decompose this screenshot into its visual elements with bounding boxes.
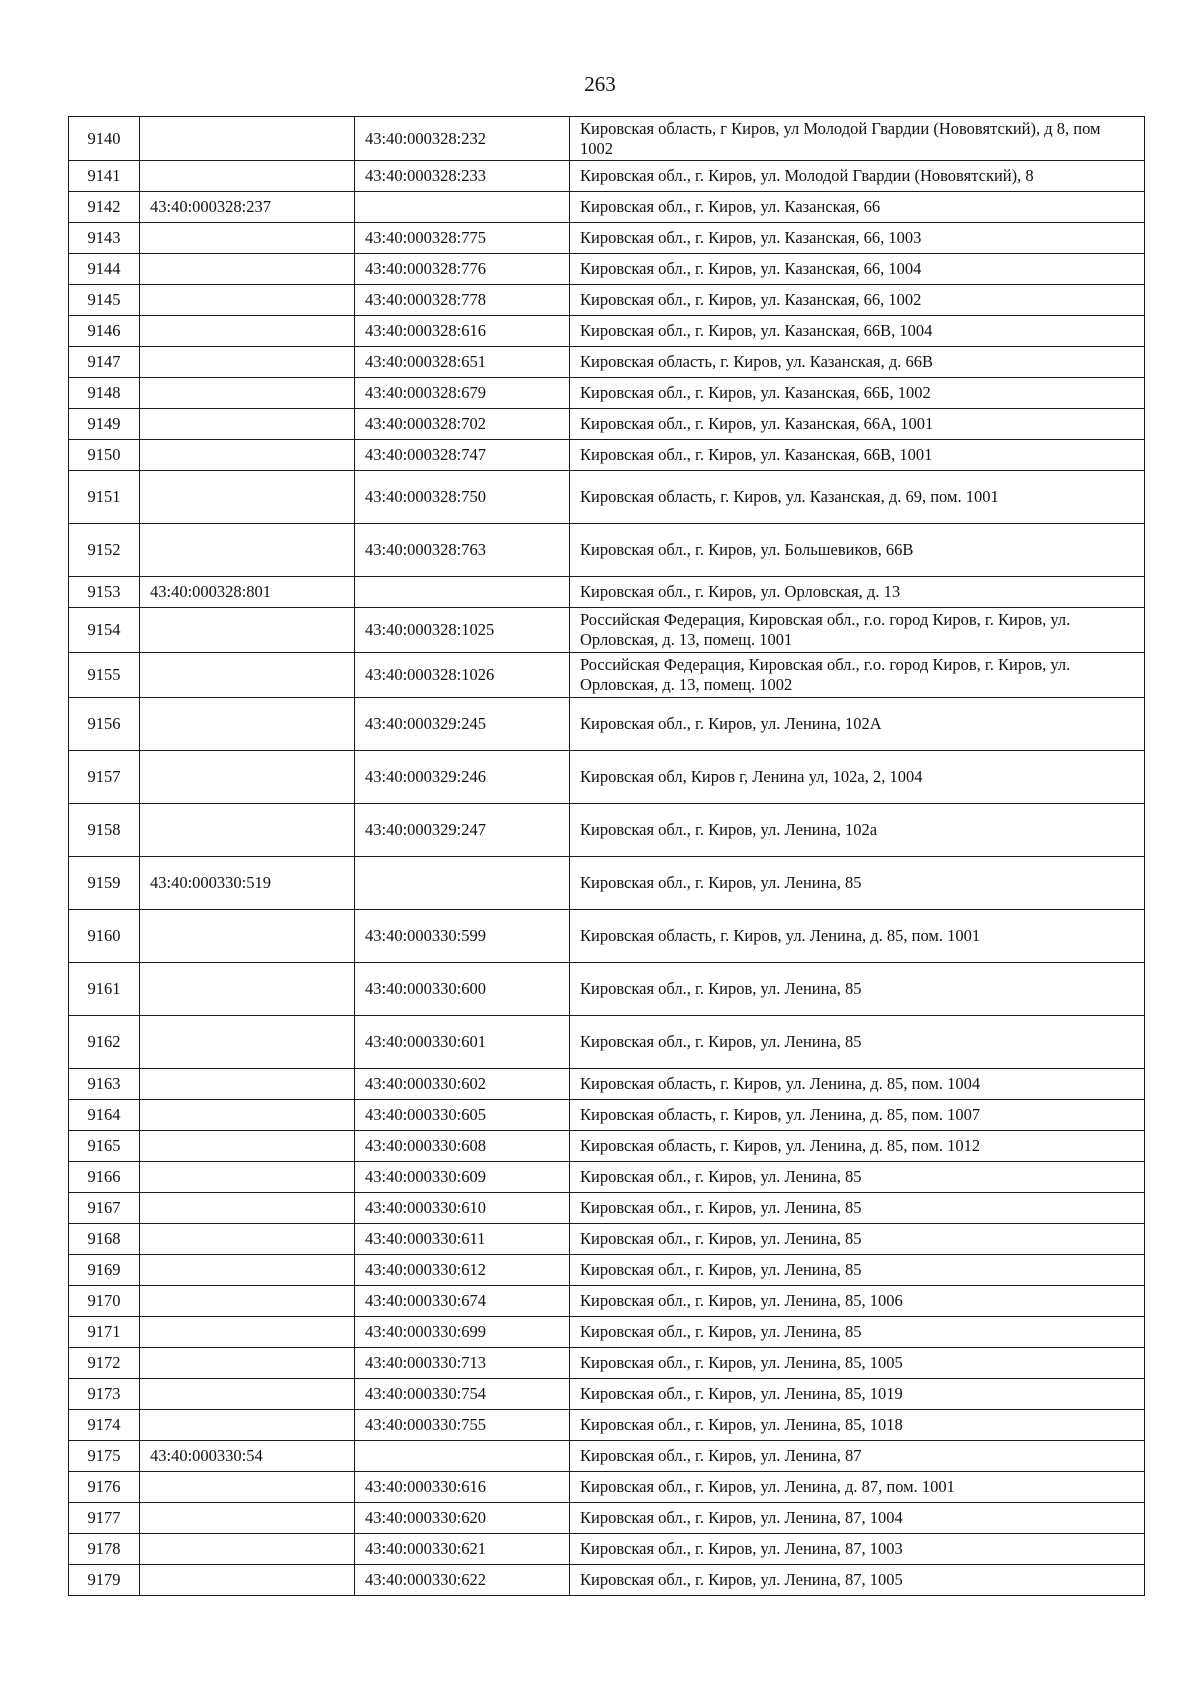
row-number: 9163: [69, 1069, 140, 1100]
object-cadastral-number: 43:40:000329:245: [355, 698, 570, 751]
row-number: 9179: [69, 1565, 140, 1596]
object-cadastral-number: 43:40:000330:609: [355, 1162, 570, 1193]
row-number: 9162: [69, 1016, 140, 1069]
table-row: [69, 1162, 1145, 1193]
table-row: [69, 963, 1145, 1016]
row-number: 9154: [69, 608, 140, 653]
object-cadastral-number: 43:40:000330:620: [355, 1503, 570, 1534]
object-cadastral-number: 43:40:000330:601: [355, 1016, 570, 1069]
row-number: 9157: [69, 751, 140, 804]
object-cadastral-number: 43:40:000330:674: [355, 1286, 570, 1317]
object-cadastral-number: 43:40:000328:1026: [355, 653, 570, 698]
parcel-cadastral-number: [140, 161, 355, 192]
object-cadastral-number: 43:40:000330:621: [355, 1534, 570, 1565]
address: Кировская обл., г. Киров, ул. Казанская, 66, 1003: [570, 223, 1145, 254]
table-row: [69, 577, 1145, 608]
address: Кировская область, г. Киров, ул. Казанская, д. 69, пом. 1001: [570, 471, 1145, 524]
address: Кировская обл., г. Киров, ул. Ленина, 87, 1005: [570, 1565, 1145, 1596]
row-number: 9178: [69, 1534, 140, 1565]
row-number: 9149: [69, 409, 140, 440]
address: Кировская обл., г. Киров, ул. Молодой Гвардии (Нововятский), 8: [570, 161, 1145, 192]
object-cadastral-number: 43:40:000330:616: [355, 1472, 570, 1503]
parcel-cadastral-number: 43:40:000328:237: [140, 192, 355, 223]
object-cadastral-number: 43:40:000330:602: [355, 1069, 570, 1100]
table-row: [69, 1069, 1145, 1100]
table-row: [69, 378, 1145, 409]
address: Кировская обл., г. Киров, ул. Ленина, 87: [570, 1441, 1145, 1472]
row-number: 9147: [69, 347, 140, 378]
parcel-cadastral-number: [140, 1348, 355, 1379]
address: Российская Федерация, Кировская обл., г.о. город Киров, г. Киров, ул. Орловская, д. 13, помещ. 1001: [570, 608, 1145, 653]
object-cadastral-number: 43:40:000328:616: [355, 316, 570, 347]
table-row: [69, 804, 1145, 857]
table-row: [69, 857, 1145, 910]
row-number: 9140: [69, 117, 140, 161]
address: Кировская обл., г. Киров, ул. Ленина, 85, 1019: [570, 1379, 1145, 1410]
row-number: 9153: [69, 577, 140, 608]
parcel-cadastral-number: [140, 608, 355, 653]
row-number: 9142: [69, 192, 140, 223]
table-row: [69, 1193, 1145, 1224]
cadastral-registry-table: [68, 116, 1145, 1596]
object-cadastral-number: [355, 192, 570, 223]
parcel-cadastral-number: 43:40:000330:519: [140, 857, 355, 910]
object-cadastral-number: 43:40:000330:611: [355, 1224, 570, 1255]
row-number: 9150: [69, 440, 140, 471]
object-cadastral-number: 43:40:000328:1025: [355, 608, 570, 653]
address: Российская Федерация, Кировская обл., г.о. город Киров, г. Киров, ул. Орловская, д. 13, помещ. 1002: [570, 653, 1145, 698]
table-row: [69, 316, 1145, 347]
address: Кировская обл., г. Киров, ул. Казанская, 66, 1004: [570, 254, 1145, 285]
object-cadastral-number: 43:40:000330:610: [355, 1193, 570, 1224]
parcel-cadastral-number: [140, 1410, 355, 1441]
table-row: [69, 910, 1145, 963]
parcel-cadastral-number: [140, 440, 355, 471]
row-number: 9145: [69, 285, 140, 316]
address: Кировская обл., г. Киров, ул. Ленина, 85: [570, 1016, 1145, 1069]
address: Кировская обл., г. Киров, ул. Казанская, 66: [570, 192, 1145, 223]
table-row: [69, 254, 1145, 285]
table-row: [69, 117, 1145, 161]
table-row: [69, 1472, 1145, 1503]
table-row: [69, 409, 1145, 440]
parcel-cadastral-number: [140, 285, 355, 316]
parcel-cadastral-number: [140, 1534, 355, 1565]
row-number: 9144: [69, 254, 140, 285]
address: Кировская обл., г. Киров, ул. Ленина, 85: [570, 1255, 1145, 1286]
row-number: 9170: [69, 1286, 140, 1317]
parcel-cadastral-number: [140, 117, 355, 161]
address: Кировская обл., г. Киров, ул. Ленина, 85: [570, 1317, 1145, 1348]
table-row: [69, 440, 1145, 471]
parcel-cadastral-number: [140, 963, 355, 1016]
table-row: [69, 1348, 1145, 1379]
row-number: 9166: [69, 1162, 140, 1193]
row-number: 9151: [69, 471, 140, 524]
parcel-cadastral-number: [140, 1379, 355, 1410]
object-cadastral-number: 43:40:000329:246: [355, 751, 570, 804]
object-cadastral-number: 43:40:000328:775: [355, 223, 570, 254]
parcel-cadastral-number: [140, 254, 355, 285]
table-row: [69, 1317, 1145, 1348]
parcel-cadastral-number: [140, 1162, 355, 1193]
address: Кировская обл., г. Киров, ул. Ленина, 102а: [570, 804, 1145, 857]
row-number: 9152: [69, 524, 140, 577]
address: Кировская область, г. Киров, ул. Ленина, д. 85, пом. 1007: [570, 1100, 1145, 1131]
address: Кировская обл., г. Киров, ул. Орловская, д. 13: [570, 577, 1145, 608]
parcel-cadastral-number: [140, 1565, 355, 1596]
row-number: 9158: [69, 804, 140, 857]
table-row: [69, 1255, 1145, 1286]
parcel-cadastral-number: [140, 347, 355, 378]
table-row: [69, 1016, 1145, 1069]
parcel-cadastral-number: [140, 1131, 355, 1162]
parcel-cadastral-number: [140, 1224, 355, 1255]
row-number: 9169: [69, 1255, 140, 1286]
table-row: [69, 653, 1145, 698]
parcel-cadastral-number: [140, 1286, 355, 1317]
parcel-cadastral-number: [140, 223, 355, 254]
object-cadastral-number: 43:40:000328:763: [355, 524, 570, 577]
row-number: 9141: [69, 161, 140, 192]
object-cadastral-number: 43:40:000328:233: [355, 161, 570, 192]
registry-table-body: [69, 117, 1145, 1596]
row-number: 9176: [69, 1472, 140, 1503]
row-number: 9174: [69, 1410, 140, 1441]
parcel-cadastral-number: [140, 751, 355, 804]
parcel-cadastral-number: [140, 471, 355, 524]
table-row: [69, 1100, 1145, 1131]
object-cadastral-number: [355, 577, 570, 608]
table-row: [69, 1286, 1145, 1317]
row-number: 9177: [69, 1503, 140, 1534]
table-row: [69, 1503, 1145, 1534]
parcel-cadastral-number: [140, 1472, 355, 1503]
address: Кировская область, г. Киров, ул. Ленина, д. 85, пом. 1001: [570, 910, 1145, 963]
row-number: 9161: [69, 963, 140, 1016]
table-row: [69, 1224, 1145, 1255]
table-row: [69, 1131, 1145, 1162]
parcel-cadastral-number: [140, 1100, 355, 1131]
object-cadastral-number: 43:40:000330:699: [355, 1317, 570, 1348]
parcel-cadastral-number: [140, 1503, 355, 1534]
address: Кировская обл, Киров г, Ленина ул, 102а, 2, 1004: [570, 751, 1145, 804]
address: Кировская область, г. Киров, ул. Ленина, д. 85, пом. 1004: [570, 1069, 1145, 1100]
object-cadastral-number: 43:40:000329:247: [355, 804, 570, 857]
address: Кировская обл., г. Киров, ул. Казанская, 66В, 1001: [570, 440, 1145, 471]
parcel-cadastral-number: [140, 316, 355, 347]
address: Кировская обл., г. Киров, ул. Казанская, 66, 1002: [570, 285, 1145, 316]
address: Кировская обл., г. Киров, ул. Большевиков, 66В: [570, 524, 1145, 577]
row-number: 9172: [69, 1348, 140, 1379]
parcel-cadastral-number: [140, 1016, 355, 1069]
row-number: 9148: [69, 378, 140, 409]
parcel-cadastral-number: [140, 1069, 355, 1100]
address: Кировская обл., г. Киров, ул. Ленина, 85: [570, 963, 1145, 1016]
parcel-cadastral-number: [140, 653, 355, 698]
object-cadastral-number: 43:40:000328:651: [355, 347, 570, 378]
object-cadastral-number: 43:40:000328:679: [355, 378, 570, 409]
row-number: 9155: [69, 653, 140, 698]
address: Кировская обл., г. Киров, ул. Казанская, 66В, 1004: [570, 316, 1145, 347]
object-cadastral-number: 43:40:000330:599: [355, 910, 570, 963]
row-number: 9175: [69, 1441, 140, 1472]
row-number: 9164: [69, 1100, 140, 1131]
table-row: [69, 223, 1145, 254]
row-number: 9167: [69, 1193, 140, 1224]
row-number: 9146: [69, 316, 140, 347]
parcel-cadastral-number: 43:40:000328:801: [140, 577, 355, 608]
object-cadastral-number: 43:40:000328:747: [355, 440, 570, 471]
address: Кировская обл., г. Киров, ул. Ленина, 85: [570, 1224, 1145, 1255]
table-row: [69, 161, 1145, 192]
address: Кировская область, г. Киров, ул. Казанская, д. 66В: [570, 347, 1145, 378]
object-cadastral-number: 43:40:000330:605: [355, 1100, 570, 1131]
row-number: 9160: [69, 910, 140, 963]
object-cadastral-number: [355, 857, 570, 910]
parcel-cadastral-number: [140, 524, 355, 577]
table-row: [69, 1410, 1145, 1441]
object-cadastral-number: 43:40:000330:622: [355, 1565, 570, 1596]
table-row: [69, 1441, 1145, 1472]
address: Кировская обл., г. Киров, ул. Ленина, 87, 1004: [570, 1503, 1145, 1534]
row-number: 9165: [69, 1131, 140, 1162]
address: Кировская обл., г. Киров, ул. Казанская, 66А, 1001: [570, 409, 1145, 440]
object-cadastral-number: 43:40:000330:755: [355, 1410, 570, 1441]
address: Кировская область, г Киров, ул Молодой Гвардии (Нововятский), д 8, пом 1002: [570, 117, 1145, 161]
parcel-cadastral-number: [140, 1255, 355, 1286]
table-row: [69, 347, 1145, 378]
table-row: [69, 524, 1145, 577]
address: Кировская область, г. Киров, ул. Ленина, д. 85, пом. 1012: [570, 1131, 1145, 1162]
parcel-cadastral-number: [140, 804, 355, 857]
object-cadastral-number: 43:40:000328:776: [355, 254, 570, 285]
object-cadastral-number: 43:40:000328:750: [355, 471, 570, 524]
table-row: [69, 608, 1145, 653]
object-cadastral-number: 43:40:000328:702: [355, 409, 570, 440]
parcel-cadastral-number: [140, 910, 355, 963]
address: Кировская обл., г. Киров, ул. Ленина, д. 87, пом. 1001: [570, 1472, 1145, 1503]
object-cadastral-number: 43:40:000330:608: [355, 1131, 570, 1162]
object-cadastral-number: 43:40:000330:754: [355, 1379, 570, 1410]
table-row: [69, 1534, 1145, 1565]
address: Кировская обл., г. Киров, ул. Казанская, 66Б, 1002: [570, 378, 1145, 409]
address: Кировская обл., г. Киров, ул. Ленина, 85: [570, 1193, 1145, 1224]
table-row: [69, 471, 1145, 524]
object-cadastral-number: 43:40:000328:232: [355, 117, 570, 161]
row-number: 9159: [69, 857, 140, 910]
parcel-cadastral-number: [140, 698, 355, 751]
table-row: [69, 1379, 1145, 1410]
table-row: [69, 285, 1145, 316]
row-number: 9173: [69, 1379, 140, 1410]
parcel-cadastral-number: [140, 378, 355, 409]
parcel-cadastral-number: [140, 409, 355, 440]
table-row: [69, 751, 1145, 804]
row-number: 9156: [69, 698, 140, 751]
address: Кировская обл., г. Киров, ул. Ленина, 85, 1006: [570, 1286, 1145, 1317]
table-row: [69, 1565, 1145, 1596]
table-row: [69, 698, 1145, 751]
address: Кировская обл., г. Киров, ул. Ленина, 87, 1003: [570, 1534, 1145, 1565]
address: Кировская обл., г. Киров, ул. Ленина, 102А: [570, 698, 1145, 751]
parcel-cadastral-number: [140, 1317, 355, 1348]
parcel-cadastral-number: [140, 1193, 355, 1224]
parcel-cadastral-number: 43:40:000330:54: [140, 1441, 355, 1472]
object-cadastral-number: [355, 1441, 570, 1472]
address: Кировская обл., г. Киров, ул. Ленина, 85: [570, 857, 1145, 910]
row-number: 9168: [69, 1224, 140, 1255]
object-cadastral-number: 43:40:000328:778: [355, 285, 570, 316]
object-cadastral-number: 43:40:000330:713: [355, 1348, 570, 1379]
object-cadastral-number: 43:40:000330:612: [355, 1255, 570, 1286]
row-number: 9143: [69, 223, 140, 254]
table-row: [69, 192, 1145, 223]
object-cadastral-number: 43:40:000330:600: [355, 963, 570, 1016]
page-number: 263: [584, 72, 616, 96]
address: Кировская обл., г. Киров, ул. Ленина, 85, 1005: [570, 1348, 1145, 1379]
address: Кировская обл., г. Киров, ул. Ленина, 85, 1018: [570, 1410, 1145, 1441]
address: Кировская обл., г. Киров, ул. Ленина, 85: [570, 1162, 1145, 1193]
row-number: 9171: [69, 1317, 140, 1348]
